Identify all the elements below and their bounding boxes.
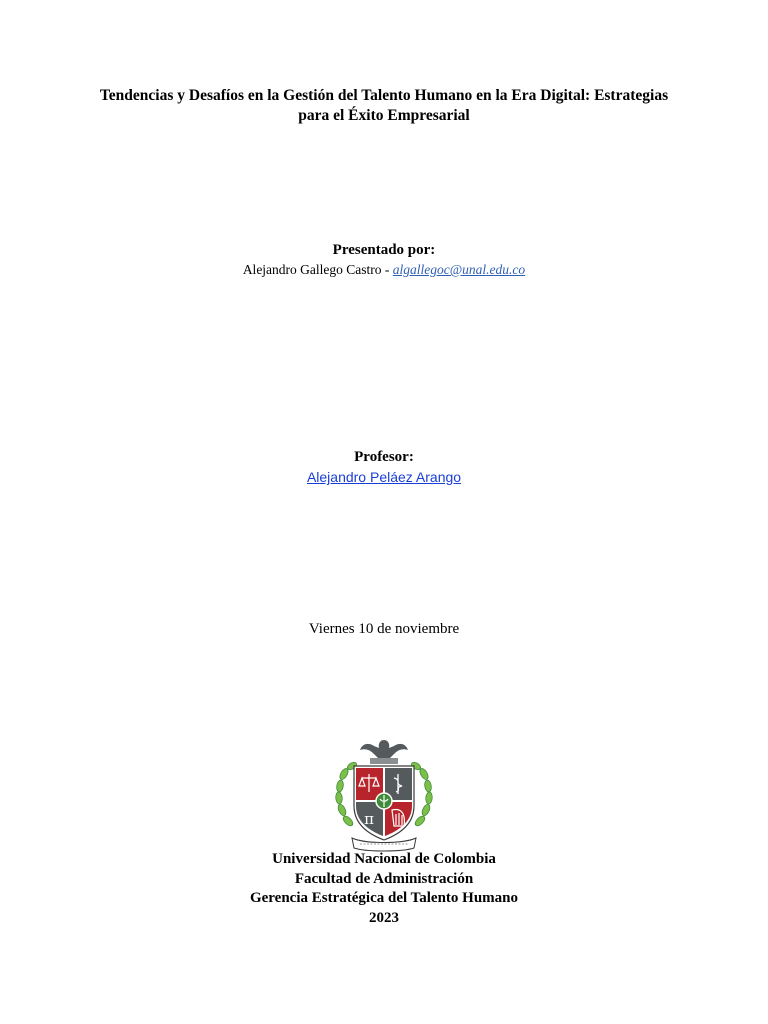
svg-text:π: π [364, 810, 374, 828]
title-line-2: para el Éxito Empresarial [298, 107, 470, 124]
author-email-link[interactable]: algallegoc@unal.edu.co [392, 262, 526, 277]
program-name: Gerencia Estratégica del Talento Humano [249, 890, 519, 906]
document-title [0, 86, 768, 126]
professor-heading: Profesor: [354, 449, 414, 465]
professor-section [0, 447, 768, 488]
university-coat-of-arms-icon [334, 736, 434, 852]
university-name: Universidad Nacional de Colombia [272, 851, 496, 867]
institution-block [0, 850, 768, 928]
faculty-name: Facultad de Administración [294, 870, 474, 887]
year: 2023 [369, 909, 399, 926]
presented-by-section [0, 240, 768, 280]
author-name: Alejandro Gallego Castro - [242, 262, 393, 277]
document-date: Viernes 10 de noviembre [308, 621, 460, 637]
presented-by-heading: Presentado por: [332, 242, 436, 258]
title-line-1: Tendencias y Desafíos en la Gestión del Talento Humano en la Era Digital: Estrategias [99, 87, 669, 104]
author-line [0, 260, 768, 280]
professor-name-link[interactable]: Alejandro Peláez Arango [306, 469, 462, 485]
